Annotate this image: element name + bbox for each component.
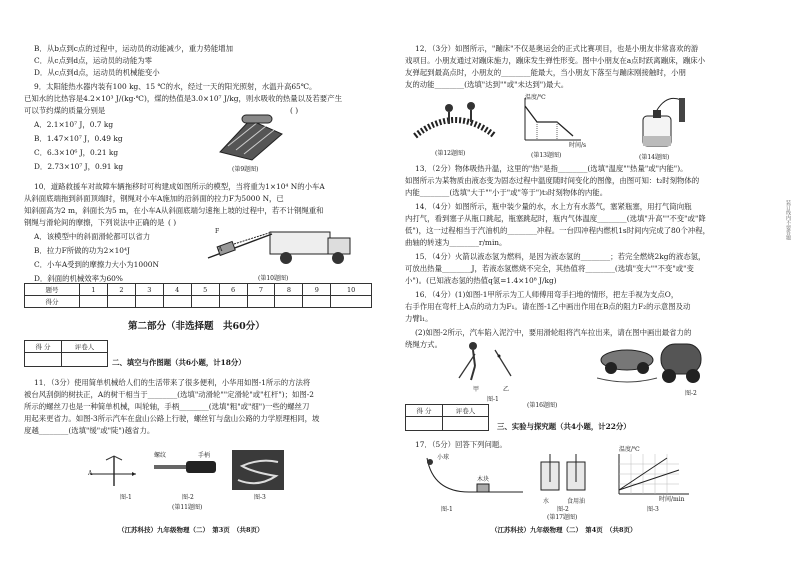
part-two-title: 二、填空与作图题（共6小题，计18分）: [112, 358, 246, 367]
q15-line-1: 15．（4分）火箭以液态氢为燃料，是因为液态氢的________；若完全燃烧2kg的液态氢，: [415, 252, 706, 261]
q9-option-b: B．1.47×10⁷ J，0.49 kg: [34, 134, 123, 143]
tow-truck-figure: [200, 218, 360, 272]
fig14-caption: (第14题图): [639, 154, 670, 161]
q9-stem-3: 可以节约煤的质量分别是: [24, 106, 106, 115]
q11-line-4: 用起来更省力。如图-3所示汽车在盘山公路上行驶，螺丝钉与盘山公路的力学原理相同，坡: [24, 414, 320, 423]
score-box-left: [24, 340, 108, 367]
ramp-ball-figure: [419, 452, 529, 500]
grader-blank[interactable]: [61, 353, 107, 367]
fig11-label-thread: 螺纹: [154, 452, 167, 459]
fig9-caption: (第9题图): [232, 166, 259, 173]
answer-table-cell: 得分: [25, 296, 80, 308]
fig11-label-1: 图-1: [120, 494, 132, 501]
q8-option-c: C．从c点到d点，运动员的动能为零: [34, 56, 152, 65]
q10-answer-blank: ( ): [168, 218, 177, 227]
answer-blank-cell[interactable]: [247, 296, 275, 308]
answer-table-header-row: [25, 284, 372, 296]
q10-option-b: B．拉力F所做的功为2×10⁴J: [34, 246, 130, 255]
q8-option-b: B．从b点到c点的过程中，运动员的动能减少，重力势能增加: [34, 44, 234, 53]
fig11-label-handle: 手柄: [198, 452, 211, 459]
answer-table-cell: 3: [135, 284, 163, 296]
car-pulley-figure: [597, 338, 707, 386]
score-label: 得 分: [25, 341, 62, 353]
q14-line-4: 曲轴的转速为________r/min。: [405, 238, 507, 247]
binding-edge-note: 装订线内不要答题: [785, 200, 791, 240]
score-label: 得 分: [406, 405, 443, 417]
fig10-caption: (第10题图): [258, 275, 289, 282]
answer-blank-cell[interactable]: [331, 296, 372, 308]
fig17-x-axis-label: 时间/min: [659, 496, 685, 503]
q13-line-3: 内能________(选填"大于""小于"或"等于")t₃时刻物体的内能。: [405, 188, 608, 197]
fig17-label-oil: 食用油: [567, 498, 586, 505]
fig13-y-axis-label: 温度/℃: [525, 94, 546, 101]
q10-stem-1: 10．道路救援车对故障车辆拖移时可构建成如图所示的模型，当将重为1×10⁴ N的小车A: [34, 182, 325, 191]
q9-option-c: C．6.3×10⁶ J，0.21 kg: [34, 148, 119, 157]
fig13-caption: (第13题图): [531, 152, 562, 159]
answer-table-cell: 10: [331, 284, 372, 296]
answer-table-cell: 9: [303, 284, 331, 296]
q10-option-c: C．小车A受到的摩擦力大小为1000N: [34, 260, 159, 269]
right-page: [397, 0, 794, 561]
answer-table: [24, 283, 372, 308]
q9-option-d: D．2.73×10⁷ J，0.91 kg: [34, 162, 124, 171]
answer-blank-cell[interactable]: [303, 296, 331, 308]
q12-line-2: 戏项目。小朋友通过对蹦床施力，蹦床发生弹性形变。图中小朋友在a点时跃离蹦床，蹦床小: [405, 56, 706, 65]
section-two-title: 第二部分（非选择题 共60分）: [128, 321, 265, 332]
q13-line-2: 如图所示为某物质由液态变为固态过程中温度随时间变化的图像，由图可知：t₂时刻物体的: [405, 176, 700, 185]
q16-line-3: 力臂l₁。: [405, 314, 433, 323]
fig16-label-fig2: 图-2: [685, 390, 697, 397]
q11-line-1: 11．（3分）使用简单机械给人们的生活带来了很多便利，小华用如图-1所示的方法将: [34, 378, 311, 387]
q9-answer-blank: ( ): [290, 106, 299, 115]
fig11-label-a: A: [88, 470, 93, 477]
screwdriver-figure: [150, 456, 220, 480]
sweeping-worker-figure: [453, 340, 523, 384]
fig17-label-ball: 小球: [437, 454, 450, 461]
fig11-label-3: 图-3: [254, 494, 266, 501]
answer-table-cell: 2: [107, 284, 135, 296]
q10-stem-3: 知斜面高为2 m，斜面长为5 m，在小车A从斜面底端匀速拖上坡的过程中，若不计钢绳重和: [24, 206, 324, 215]
q16-line-2: 右手作用在弯杆上A点的动力为F₁。请在图-1乙中画出作用在B点的阻力F₂的示意图及动: [405, 302, 691, 311]
answer-table-cell: 4: [163, 284, 191, 296]
q15-line-3: 小")。(已知液态氢的热值q氢=1.4×10⁸ J/kg): [405, 276, 557, 285]
fig13-x-axis-label: 时间/s: [569, 142, 587, 149]
fig11-label-2: 图-2: [182, 494, 194, 501]
beakers-figure: [537, 452, 593, 496]
q11-line-3: 所示的螺丝刀也是一种简单机械，叫轮轴，手柄________(选填"粗"或"细")一些的螺丝刀: [24, 402, 310, 411]
answer-blank-cell[interactable]: [163, 296, 191, 308]
fig17-caption: (第17题图): [547, 514, 578, 521]
q11-line-5: 度越________(选填"缓"或"陡")越省力。: [24, 426, 155, 435]
q12-line-4: 友的动能________(选填"达到""或"未达到")最大。: [405, 80, 569, 89]
answer-blank-cell[interactable]: [80, 296, 108, 308]
q16-line-4: (2)如图-2所示，汽车陷入泥泞中，要用滑轮组将汽车拉出来，请在图中画出最省力的: [415, 328, 692, 337]
fig10-label-a: A: [218, 246, 223, 253]
q16-line-1: 16．（4分）(1)如图-1甲所示为工人师傅用弯手扫地的情形，把左手视为支点O，: [415, 290, 679, 299]
bottle-pump-figure: [621, 94, 693, 150]
fig10-label-f: F: [215, 228, 220, 235]
solar-heater-figure: [210, 112, 290, 162]
score-blank[interactable]: [406, 417, 443, 431]
fig17-label-1: 图-1: [441, 506, 453, 513]
answer-table-score-row: [25, 296, 372, 308]
fig17-label-water: 水: [543, 498, 550, 505]
fig17-label-block: 木块: [477, 476, 490, 483]
answer-table-cell: 5: [191, 284, 219, 296]
answer-blank-cell[interactable]: [219, 296, 247, 308]
fig16-label-jia: 甲: [473, 386, 480, 393]
q12-line-3: 友弹起到最高点时，小朋友的________能最大，当小朋友下落至与蹦床刚接触时，小朋: [405, 68, 686, 77]
answer-blank-cell[interactable]: [135, 296, 163, 308]
fig16-caption: (第16题图): [527, 402, 558, 409]
q9-stem-2: 已知水的比热容是4.2×10³ J/(kg·℃)，煤的热值是3.0×10⁷ J/kg，则水吸收的热量以及若要产生: [24, 94, 342, 103]
answer-blank-cell[interactable]: [107, 296, 135, 308]
answer-table-cell: 1: [80, 284, 108, 296]
answer-table-cell: 6: [219, 284, 247, 296]
q12-line-1: 12．（3分）如图所示，"蹦床"不仅是奥运会的正式比赛项目，也是小朋友非常喜欢的游: [415, 44, 699, 53]
q14-line-1: 14．（4分）如图所示，瓶中装少量的水，水上方有水蒸气，塞紧瓶塞，用打气筒向瓶: [415, 202, 692, 211]
q14-line-2: 内打气，看到塞子从瓶口跳起，瓶塞跳起时，瓶内气体温度________(选填"升高""不变"或"降: [405, 214, 706, 223]
answer-table-cell: 题号: [25, 284, 80, 296]
left-page-footer: （江苏科技）九年级物理（二） 第3页 （共8页）: [118, 526, 264, 534]
q14-line-3: 低")，这一过程相当于汽油机的________冲程。一台四冲程内燃机1s时间内完成了80个冲程，: [405, 226, 711, 235]
answer-table-cell: 8: [275, 284, 303, 296]
q11-line-2: 被台风刮倒的树扶正，A的树干相当于________(选填"动滑轮""定滑轮"或"杠杆")；如图-2: [24, 390, 314, 399]
score-box-right: [405, 404, 489, 431]
q10-stem-2: 从斜面底端拖到斜面顶端时，钢绳对小车A施加的沿斜面的拉力F为5000 N，已: [24, 194, 284, 203]
q17-stem: 17．（5分）回答下列问题。: [415, 440, 507, 449]
right-page-footer: （江苏科技）九年级物理（二） 第4页 （共8页）: [491, 526, 637, 534]
part-three-title: 三、实验与探究题（共4小题，计22分）: [497, 422, 631, 431]
answer-blank-cell[interactable]: [191, 296, 219, 308]
grader-blank[interactable]: [442, 417, 488, 431]
q10-option-a: A．该模型中的斜面滑轮都可以省力: [34, 232, 151, 241]
fig12-caption: (第12题图): [435, 150, 466, 157]
grader-label: 评卷人: [442, 405, 488, 417]
fig17-y-axis-label: 温度/℃: [619, 446, 640, 453]
q8-option-d: D．从c点到d点，运动员的机械能变小: [34, 68, 160, 77]
fig17-label-2: 图-2: [557, 506, 569, 513]
q16-line-5: 绕绳方式。: [405, 340, 442, 349]
fig17-label-3: 图-3: [647, 506, 659, 513]
mountain-road-figure: [232, 450, 284, 490]
q15-line-2: 可放出热量________J，若液态氢燃烧不完全，其热值将________(选填"变大""不变"或"变: [405, 264, 694, 273]
trampoline-figure: [409, 96, 501, 146]
fig16-label-yi: 乙: [503, 386, 510, 393]
tree-rope-figure: [86, 452, 142, 490]
q13-line-1: 13．（2分）物体吸热升温，这里的"热"是指________(选填"温度""热量"或"内能")。: [415, 164, 688, 173]
q10-option-d: D．斜面的机械效率为60%: [34, 274, 123, 283]
score-blank[interactable]: [25, 353, 62, 367]
fig11-caption: (第11题图): [172, 504, 203, 511]
q10-stem-4: 钢绳与滑轮间的摩擦，下列说法中正确的是: [24, 218, 165, 227]
grader-label: 评卷人: [61, 341, 107, 353]
answer-table-cell: 7: [247, 284, 275, 296]
fig16-label-fig1: 图-1: [487, 396, 499, 403]
q9-option-a: A．2.1×10⁷ J，0.7 kg: [34, 120, 114, 129]
answer-blank-cell[interactable]: [275, 296, 303, 308]
q9-stem-1: 9．太阳能热水器内装有100 kg、15 ℃的水，经过一天的阳光照射，水温升高65℃。: [34, 82, 317, 91]
